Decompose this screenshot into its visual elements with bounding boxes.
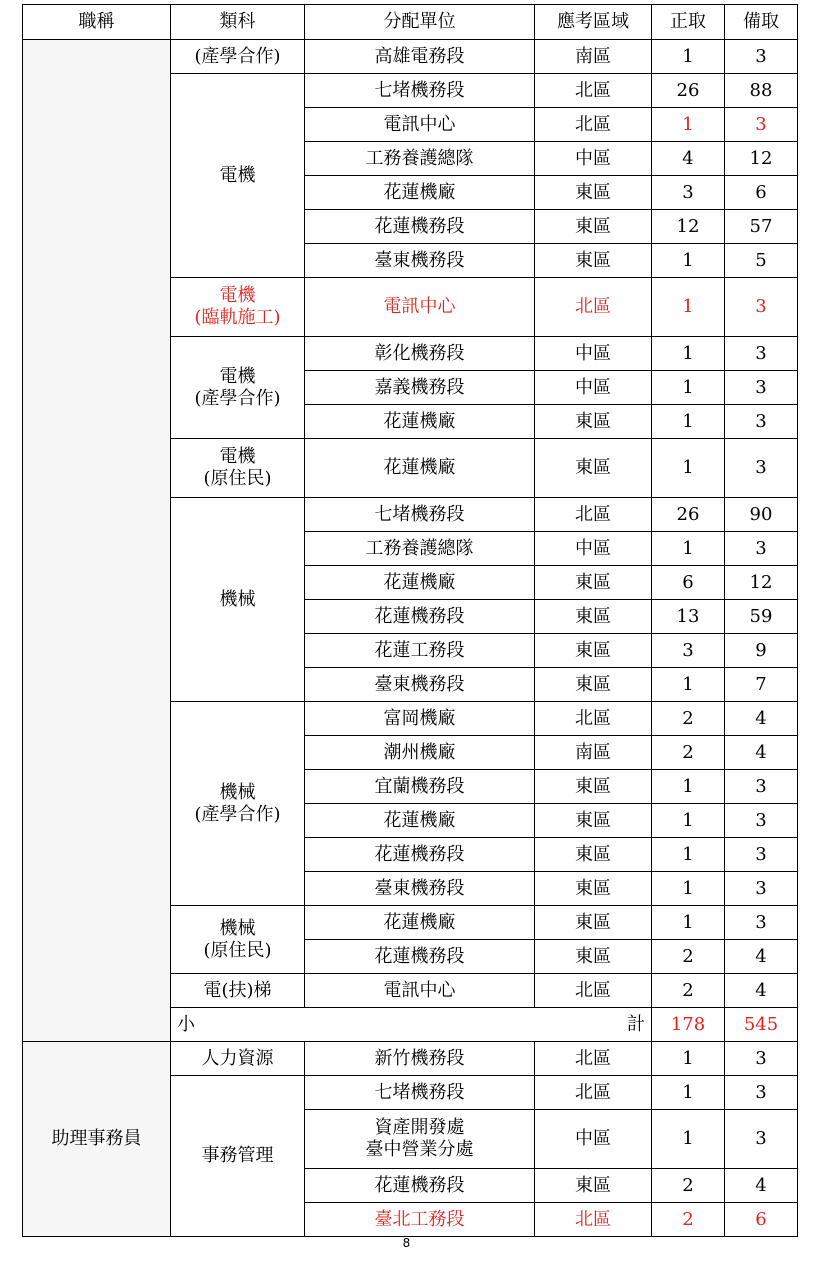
admit-cell: 26: [652, 498, 725, 532]
region-cell: 東區: [535, 176, 652, 210]
admit-cell: 1: [652, 40, 725, 74]
reserve-cell: 3: [725, 1110, 798, 1169]
reserve-cell: 3: [725, 40, 798, 74]
unit-cell: 花蓮機廠: [305, 405, 535, 439]
region-cell: 東區: [535, 244, 652, 278]
admit-cell: 4: [652, 142, 725, 176]
header-title: 職稱: [23, 5, 171, 40]
reserve-cell: 4: [725, 974, 798, 1008]
reserve-cell: 12: [725, 142, 798, 176]
region-cell: 北區: [535, 108, 652, 142]
reserve-cell: 57: [725, 210, 798, 244]
unit-cell: 花蓮機務段: [305, 600, 535, 634]
unit-cell: 花蓮機務段: [305, 1169, 535, 1203]
admit-cell: 1: [652, 337, 725, 371]
region-cell: 南區: [535, 40, 652, 74]
subtotal-admit: 178: [652, 1008, 725, 1042]
unit-cell: 電訊中心: [305, 278, 535, 337]
region-cell: 中區: [535, 371, 652, 405]
region-cell: 北區: [535, 1042, 652, 1076]
unit-cell: 嘉義機務段: [305, 371, 535, 405]
category-cell: 電機 (原住民): [171, 439, 305, 498]
region-cell: 東區: [535, 668, 652, 702]
unit-cell: 新竹機務段: [305, 1042, 535, 1076]
reserve-cell: 90: [725, 498, 798, 532]
admit-cell: 1: [652, 108, 725, 142]
reserve-cell: 3: [725, 439, 798, 498]
unit-cell: 花蓮機廠: [305, 176, 535, 210]
unit-cell: 臺東機務段: [305, 244, 535, 278]
unit-cell: 花蓮機廠: [305, 439, 535, 498]
admit-cell: 1: [652, 439, 725, 498]
reserve-cell: 5: [725, 244, 798, 278]
region-cell: 東區: [535, 405, 652, 439]
region-cell: 北區: [535, 278, 652, 337]
header-admit: 正取: [652, 5, 725, 40]
category-cell: (產學合作): [171, 40, 305, 74]
unit-cell: 花蓮機廠: [305, 906, 535, 940]
region-cell: 中區: [535, 532, 652, 566]
reserve-cell: 3: [725, 278, 798, 337]
reserve-cell: 3: [725, 337, 798, 371]
region-cell: 北區: [535, 974, 652, 1008]
subtotal-label-right: 計: [305, 1008, 652, 1042]
admit-cell: 1: [652, 906, 725, 940]
unit-cell: 花蓮機務段: [305, 210, 535, 244]
reserve-cell: 3: [725, 872, 798, 906]
header-unit: 分配單位: [305, 5, 535, 40]
admit-cell: 1: [652, 1076, 725, 1110]
reserve-cell: 12: [725, 566, 798, 600]
region-cell: 南區: [535, 736, 652, 770]
unit-cell: 臺北工務段: [305, 1203, 535, 1237]
reserve-cell: 3: [725, 108, 798, 142]
region-cell: 中區: [535, 142, 652, 176]
region-cell: 東區: [535, 804, 652, 838]
region-cell: 東區: [535, 1169, 652, 1203]
region-cell: 北區: [535, 1076, 652, 1110]
reserve-cell: 3: [725, 1076, 798, 1110]
unit-cell: 花蓮機務段: [305, 940, 535, 974]
unit-cell: 宜蘭機務段: [305, 770, 535, 804]
reserve-cell: 59: [725, 600, 798, 634]
region-cell: 東區: [535, 770, 652, 804]
table-row: [23, 40, 798, 74]
unit-cell: 花蓮工務段: [305, 634, 535, 668]
region-cell: 東區: [535, 210, 652, 244]
reserve-cell: 6: [725, 176, 798, 210]
admit-cell: 3: [652, 176, 725, 210]
title-cell: 助理事務員: [23, 1042, 171, 1237]
admit-cell: 1: [652, 532, 725, 566]
reserve-cell: 4: [725, 736, 798, 770]
unit-cell: 七堵機務段: [305, 74, 535, 108]
reserve-cell: 4: [725, 1169, 798, 1203]
admit-cell: 1: [652, 668, 725, 702]
region-cell: 北區: [535, 702, 652, 736]
unit-cell: 電訊中心: [305, 974, 535, 1008]
reserve-cell: 4: [725, 702, 798, 736]
title-cell: [23, 40, 171, 1042]
reserve-cell: 4: [725, 940, 798, 974]
admit-cell: 1: [652, 804, 725, 838]
category-cell: 機械: [171, 498, 305, 702]
region-cell: 東區: [535, 838, 652, 872]
unit-cell: 潮州機廠: [305, 736, 535, 770]
reserve-cell: 3: [725, 532, 798, 566]
category-cell: 電(扶)梯: [171, 974, 305, 1008]
admit-cell: 1: [652, 770, 725, 804]
region-cell: 東區: [535, 439, 652, 498]
unit-cell: 臺東機務段: [305, 872, 535, 906]
region-cell: 東區: [535, 940, 652, 974]
subtotal-reserve: 545: [725, 1008, 798, 1042]
admit-cell: 1: [652, 1110, 725, 1169]
region-cell: 東區: [535, 634, 652, 668]
reserve-cell: 3: [725, 371, 798, 405]
admit-cell: 2: [652, 1169, 725, 1203]
category-cell: 機械 (產學合作): [171, 702, 305, 906]
region-cell: 北區: [535, 498, 652, 532]
region-cell: 東區: [535, 872, 652, 906]
reserve-cell: 3: [725, 1042, 798, 1076]
unit-cell: 富岡機廠: [305, 702, 535, 736]
unit-cell: 資產開發處 臺中營業分處: [305, 1110, 535, 1169]
admit-cell: 12: [652, 210, 725, 244]
region-cell: 東區: [535, 566, 652, 600]
unit-cell: 花蓮機廠: [305, 804, 535, 838]
admit-cell: 13: [652, 600, 725, 634]
admit-cell: 6: [652, 566, 725, 600]
unit-cell: 電訊中心: [305, 108, 535, 142]
admit-cell: 1: [652, 1042, 725, 1076]
unit-cell: 工務養護總隊: [305, 142, 535, 176]
category-cell: 事務管理: [171, 1076, 305, 1237]
admit-cell: 1: [652, 872, 725, 906]
reserve-cell: 3: [725, 770, 798, 804]
unit-cell: 花蓮機廠: [305, 566, 535, 600]
recruitment-table: [22, 4, 798, 1237]
header-region: 應考區域: [535, 5, 652, 40]
unit-cell: 七堵機務段: [305, 1076, 535, 1110]
category-cell: 電機: [171, 74, 305, 278]
admit-cell: 1: [652, 405, 725, 439]
reserve-cell: 9: [725, 634, 798, 668]
reserve-cell: 6: [725, 1203, 798, 1237]
admit-cell: 2: [652, 1203, 725, 1237]
region-cell: 北區: [535, 1203, 652, 1237]
admit-cell: 2: [652, 702, 725, 736]
header-row: [23, 5, 798, 40]
header-category: 類科: [171, 5, 305, 40]
admit-cell: 26: [652, 74, 725, 108]
unit-cell: 七堵機務段: [305, 498, 535, 532]
recruitment-table-page: [22, 4, 797, 1237]
unit-cell: 花蓮機務段: [305, 838, 535, 872]
reserve-cell: 7: [725, 668, 798, 702]
region-cell: 東區: [535, 600, 652, 634]
reserve-cell: 88: [725, 74, 798, 108]
table-row: [23, 1042, 798, 1076]
page-number: 8: [402, 1236, 411, 1250]
region-cell: 東區: [535, 906, 652, 940]
unit-cell: 高雄電務段: [305, 40, 535, 74]
reserve-cell: 3: [725, 804, 798, 838]
admit-cell: 1: [652, 244, 725, 278]
unit-cell: 彰化機務段: [305, 337, 535, 371]
admit-cell: 1: [652, 838, 725, 872]
admit-cell: 2: [652, 940, 725, 974]
region-cell: 北區: [535, 74, 652, 108]
category-cell: 人力資源: [171, 1042, 305, 1076]
admit-cell: 3: [652, 634, 725, 668]
category-cell: 電機 (產學合作): [171, 337, 305, 439]
reserve-cell: 3: [725, 405, 798, 439]
admit-cell: 2: [652, 736, 725, 770]
category-cell: 電機 (臨軌施工): [171, 278, 305, 337]
category-cell: 機械 (原住民): [171, 906, 305, 974]
admit-cell: 1: [652, 371, 725, 405]
region-cell: 中區: [535, 337, 652, 371]
reserve-cell: 3: [725, 906, 798, 940]
reserve-cell: 3: [725, 838, 798, 872]
header-reserve: 備取: [725, 5, 798, 40]
unit-cell: 臺東機務段: [305, 668, 535, 702]
region-cell: 中區: [535, 1110, 652, 1169]
subtotal-label-left: 小: [171, 1008, 305, 1042]
admit-cell: 2: [652, 974, 725, 1008]
admit-cell: 1: [652, 278, 725, 337]
unit-cell: 工務養護總隊: [305, 532, 535, 566]
